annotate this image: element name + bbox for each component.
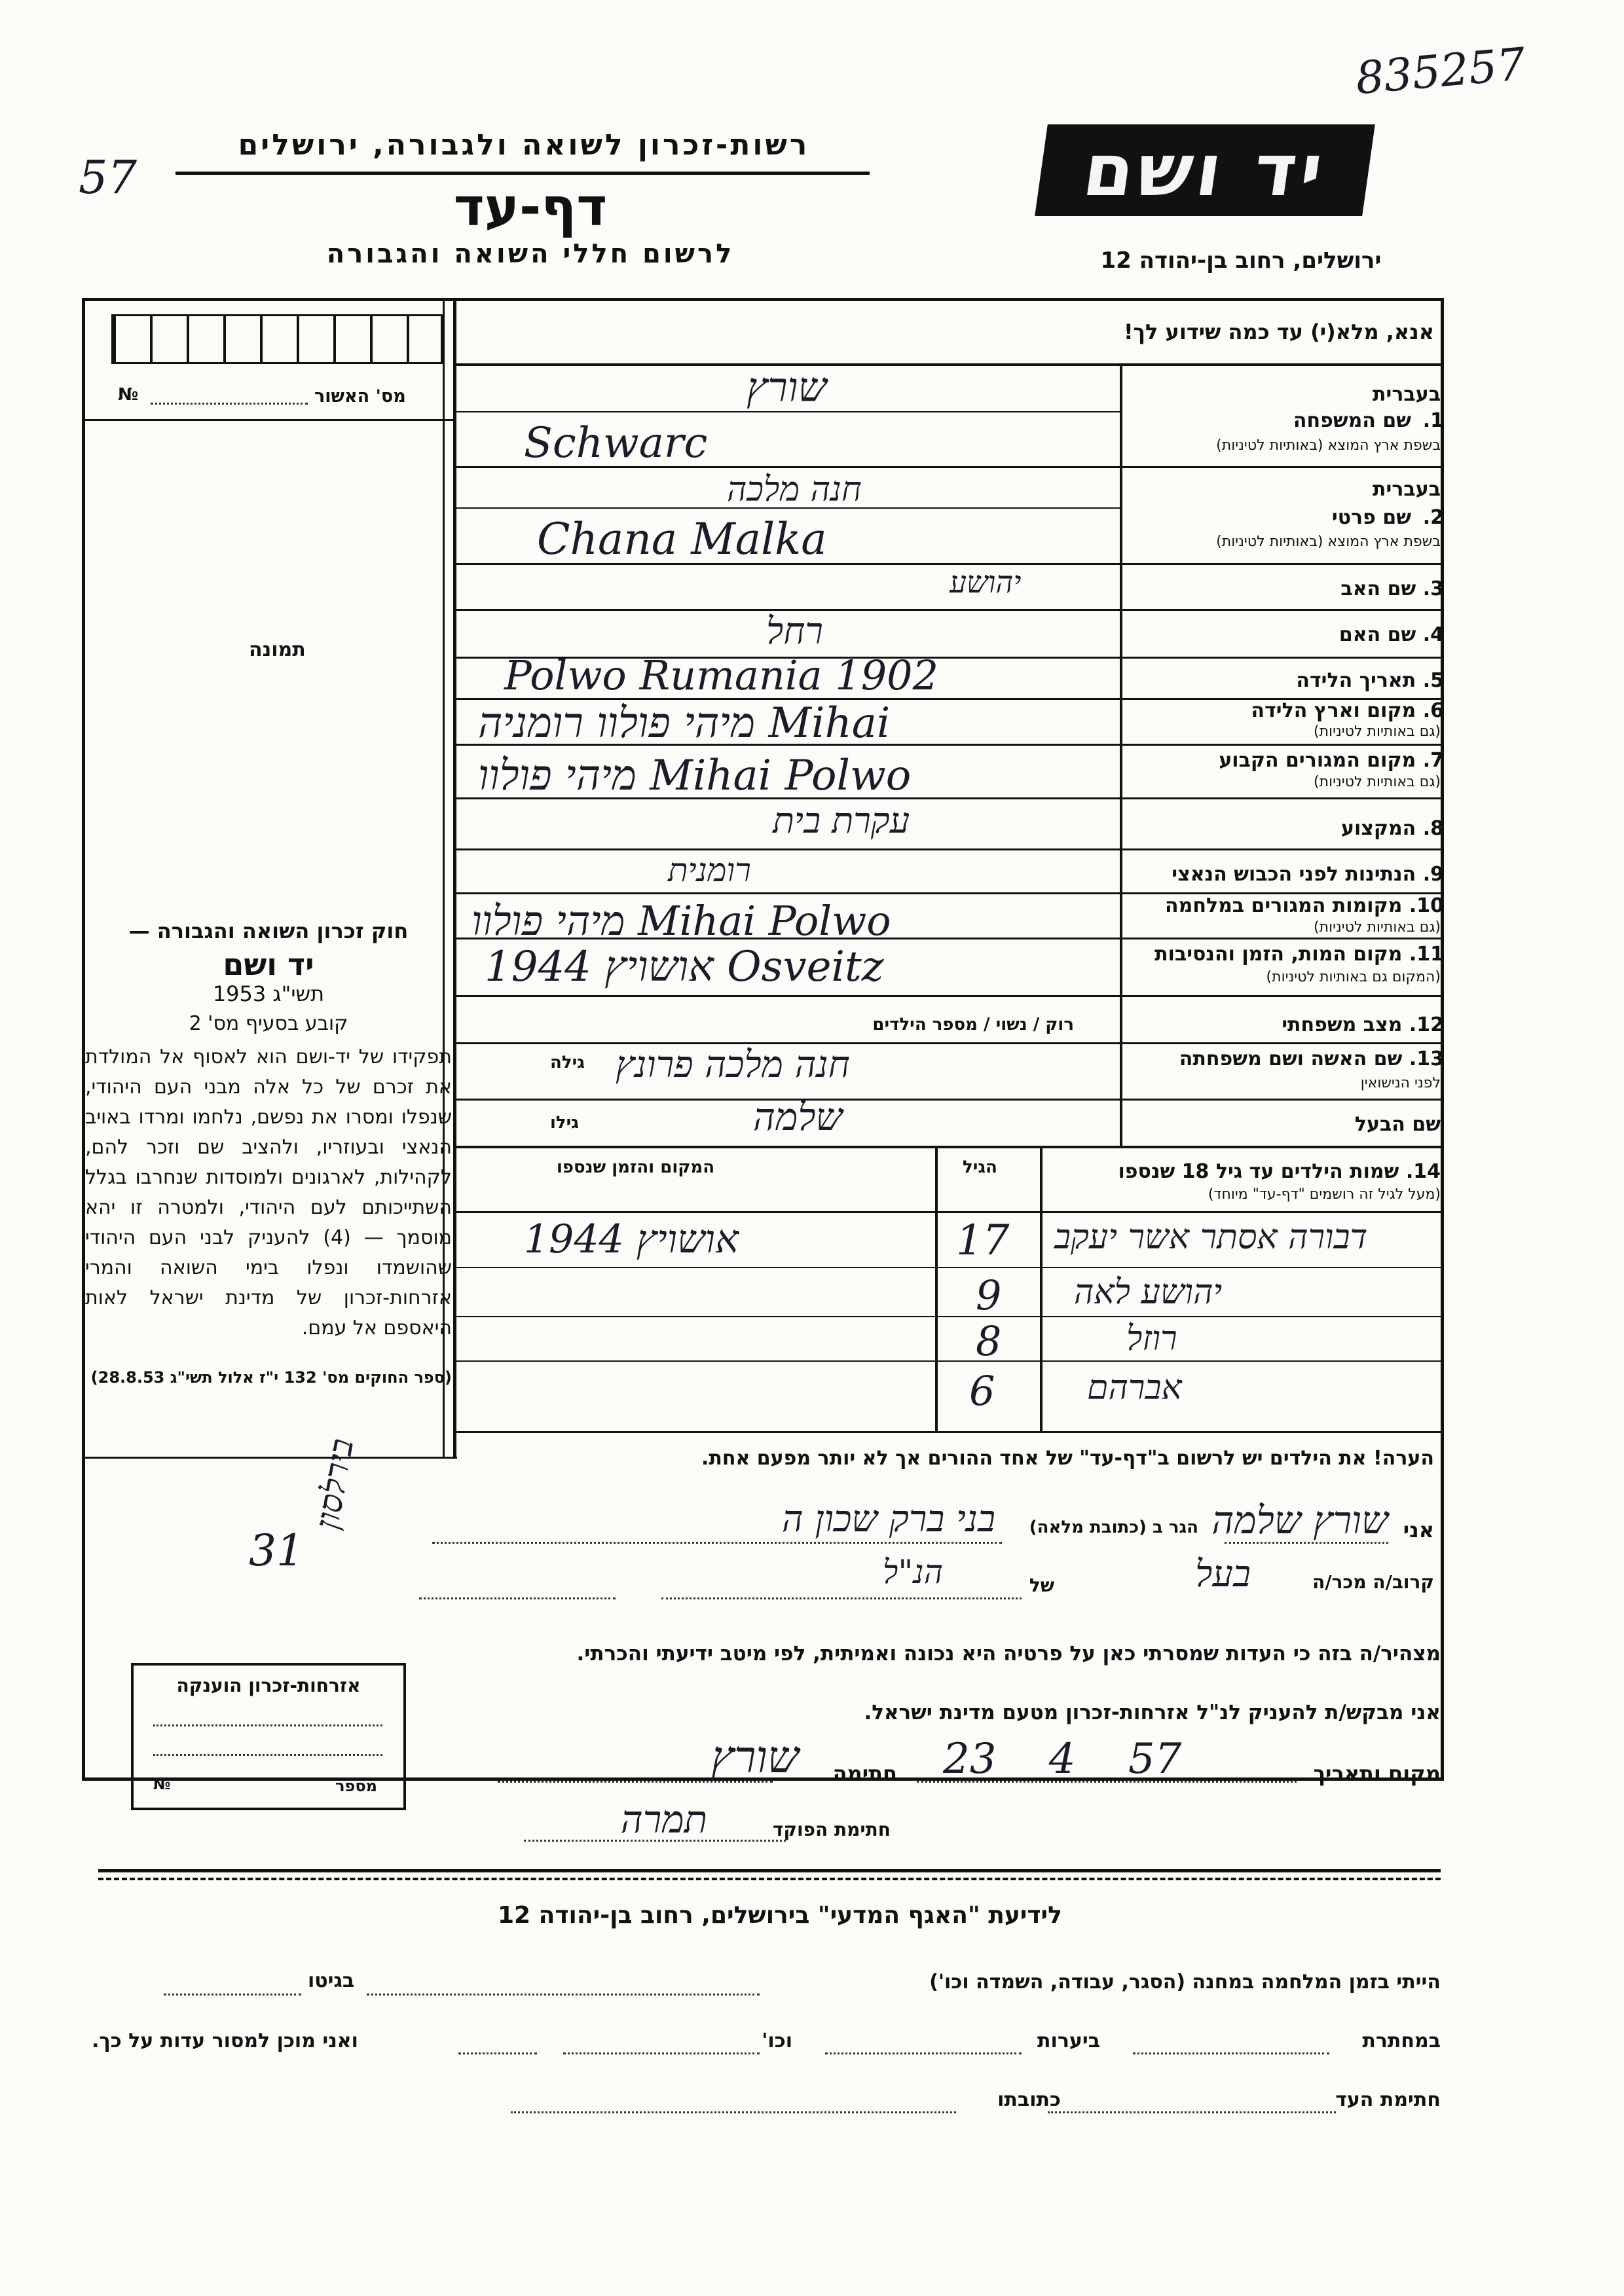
law-source: (ספר החוקים מס' 132 י"ז אלול תשי"ג 28.8.53)	[90, 1368, 452, 1387]
lower-section-rule	[84, 1457, 457, 1459]
row-rule	[456, 848, 1444, 850]
approval-rule	[84, 419, 454, 421]
header-rule	[175, 172, 870, 175]
field-10-note: (גם באותיות לטיניות)	[1314, 919, 1441, 936]
family-name-hebrew: שורץ	[747, 363, 827, 411]
children-divider-1	[1040, 1148, 1043, 1431]
field-13-label: 13. שם האשה ושם משפחתה	[1179, 1048, 1444, 1070]
field-1-number: 1.	[1422, 409, 1444, 432]
children-header-rule	[456, 1211, 1444, 1213]
child-name: דבורה אסתר אשר יעקב	[1054, 1218, 1368, 1257]
officer-signature-label: חתימת הפוקד	[772, 1819, 891, 1840]
declaration-text: מצהיר/ה בזה כי העדות שמסרתי כאן על פרטיה היא נכונה ואמיתית, לפי מיטב ידיעתי והכרתי.	[576, 1642, 1441, 1666]
field-12-label: 12. מצב משפחתי	[1282, 1013, 1444, 1036]
children-row-rule	[456, 1316, 1444, 1317]
footer-forests-field	[825, 2052, 1022, 2054]
field-4-label: 4. שם האם	[1338, 623, 1444, 646]
citizenship-no-mark: №	[153, 1777, 171, 1793]
child-name: רוזל	[1126, 1319, 1177, 1358]
relation-value: בעל	[1195, 1553, 1251, 1595]
declarant-name: שורץ שלמה	[1211, 1498, 1388, 1542]
husband-age-label: גילו	[550, 1113, 579, 1133]
children-bottom-rule	[456, 1431, 1444, 1433]
footer-underground-field	[1133, 2052, 1329, 2054]
side-handwriting: בירלסון	[308, 1435, 361, 1533]
instruction-rule	[456, 363, 1444, 366]
margin-number: 57	[79, 151, 138, 204]
row-rule	[456, 1146, 1444, 1148]
declarant-address-line	[432, 1542, 1002, 1544]
field-6-note: (גם באותיות לטיניות)	[1314, 723, 1441, 740]
family-name-latin: Schwarc	[524, 419, 708, 467]
declaration-date: 23 4 57	[943, 1735, 1182, 1783]
photo-label: תמונה	[249, 638, 306, 661]
first-name-latin: Chana Malka	[537, 514, 827, 564]
law-title: חוק זכרון השואה והגבורה —	[128, 919, 409, 943]
of-line	[419, 1597, 616, 1599]
child-name: אברהם	[1087, 1368, 1182, 1408]
field-2-lang2: בשפת ארץ המוצא (באותיות לטיניות)	[1216, 534, 1441, 550]
field-13-note: לפני הנישואין	[1360, 1075, 1441, 1091]
children-row-rule	[456, 1360, 1444, 1362]
first-name-hebrew: חנה מלכה	[727, 470, 862, 509]
approval-no-mark: №	[118, 385, 139, 405]
footer-etc-field	[563, 2052, 760, 2054]
declarant-name-line	[1225, 1542, 1388, 1544]
left-column-divider	[453, 298, 456, 1457]
field-6-label: 6. מקום וארץ הלידה	[1251, 699, 1444, 722]
field-1-lang1: בעברית	[1373, 383, 1441, 406]
field-5-label: 5. תאריך הלידה	[1296, 669, 1444, 692]
field-7-note: (גם באותיות לטיניות)	[1314, 774, 1441, 790]
footer-ready: ואני מוכן למסור עדות על כך.	[92, 2030, 358, 2052]
officer-signature: תמרה	[620, 1797, 707, 1842]
citizenship-line	[153, 1724, 382, 1726]
footer-forests: ביערות	[1037, 2030, 1100, 2052]
footer-address-field	[511, 2111, 956, 2113]
law-year: תשי"ג 1953	[212, 981, 325, 1006]
field-11-note: (המקום גם באותיות לטיניות)	[1266, 969, 1441, 985]
handwritten-record-number: 835257	[1354, 38, 1528, 105]
children-divider-2	[935, 1148, 938, 1431]
children-place-header: המקום והזמן שנספו	[557, 1157, 715, 1177]
row-rule	[456, 1099, 1444, 1101]
declarant-signature: שורץ	[710, 1732, 799, 1783]
birth-date: Polwo Rumania 1902	[504, 651, 939, 699]
footer-ready-field	[458, 2052, 537, 2054]
place-date-label: מקום ותאריך	[1313, 1761, 1441, 1786]
permanent-residence: Mihai Polwo מיהי פולוו	[478, 752, 912, 800]
children-note: (מעל לגיל זה רושמים "דף-עד" מיוחד)	[1208, 1186, 1441, 1203]
tear-line	[98, 1869, 1441, 1872]
of-value: הנ"ל	[883, 1553, 943, 1591]
field-1-lang2: בשפת ארץ המוצא (באותיות לטיניות)	[1216, 437, 1441, 454]
footer-witness-field	[1048, 2111, 1336, 2113]
law-name: יד ושם	[223, 947, 314, 982]
child-age: 17	[956, 1216, 1010, 1265]
law-text: תפקידו של יד-ושם הוא לאסוף אל המולדת את זכרם של כל אלה מבני העם היהודי, שנפלו ומסרו את נפשם, נלחמו ומרדו באויב הנאצי ובעוזריו, ולהציב שם וזכר להם, לקהילות, לארגונים ולמוסדות שנחרבו בגלל השתייכותם לעם היהודי, ולמטרה זו יהא מוסמך — (4) להעניק לבני העם היהודי שהושמדו ונפלו בימי השואה והמרי אזרחות-זכרון של מדינת ישראל לאות היאספם אל עמם.	[85, 1046, 452, 1339]
relation-line	[661, 1597, 1022, 1599]
citizenship-number-label: מספר	[335, 1777, 377, 1795]
form-subtitle: לרשום חללי השואה והגבורה	[326, 239, 735, 269]
footer-camp-line: הייתי בזמן המלחמה במחנה (הסגר, עבודה, השמדה וכו')	[929, 1971, 1441, 1994]
child-place: אושויץ 1944	[524, 1216, 739, 1262]
birth-place: Mihai מיהי פולוו רומניה	[478, 699, 891, 748]
relative-label: קרוב/ה מכר/ה	[1312, 1571, 1434, 1593]
signature-label: חתימה	[832, 1761, 897, 1786]
nationality: רומנית	[668, 851, 751, 889]
wartime-residence: Mihai Polwo מיהי פולוו	[471, 897, 891, 945]
citizenship-box-title: אזרחות-זכרון הוענקה	[176, 1675, 361, 1696]
mother-name: רחל	[766, 610, 823, 653]
field-1-label: שם המשפחה	[1293, 409, 1411, 432]
footer-ghetto: בגיטו	[308, 1969, 355, 1992]
declarant-i-label: אני	[1403, 1518, 1434, 1542]
footer-witness-sign: חתימת העד	[1335, 2088, 1441, 2111]
declarant-address: בני ברק שכון ה	[781, 1498, 995, 1540]
approval-number-label: מס' האשור	[314, 386, 406, 407]
approval-number-field	[151, 403, 308, 405]
field-11-label: 11. מקום המות, הזמן והנסיבות	[1154, 943, 1444, 966]
husband-name: שלמה	[753, 1095, 843, 1139]
father-name: יהושע	[950, 564, 1022, 600]
row-rule	[456, 1042, 1444, 1044]
children-row-rule	[456, 1267, 1444, 1268]
authority-name: רשות-זכרון לשואה ולגבורה, ירושלים	[238, 128, 810, 162]
child-name: יהושע לאה	[1074, 1273, 1223, 1312]
page-title: דף-עד	[453, 177, 608, 238]
officer-signature-line	[524, 1840, 786, 1842]
resides-label: הגר ב (כתובת מלאה)	[1029, 1518, 1198, 1537]
law-section: קובע בסעיף מס' 2	[189, 1012, 348, 1035]
wife-name: חנה מלכה פרונץ	[616, 1044, 850, 1086]
field-9-label: 9. הנתינות לפני הכבוש הנאצי	[1172, 863, 1444, 886]
signature-line	[498, 1781, 773, 1783]
field-3-label: 3. שם האב	[1340, 577, 1444, 600]
occupation: עקרת בית	[773, 800, 910, 841]
wife-age-label: גילה	[550, 1053, 585, 1072]
citizenship-line	[153, 1754, 382, 1756]
of-label: של	[1029, 1575, 1054, 1596]
footer-underground: במחתרת	[1362, 2030, 1441, 2052]
barcode-marks	[111, 314, 443, 364]
field-8-label: 8. המקצוע	[1340, 817, 1444, 840]
footer-camp-field	[367, 1994, 760, 1995]
row-rule	[456, 609, 1444, 611]
death-place-date: Osveitz אושויץ 1944	[485, 943, 884, 991]
instruction-text: אנא, מלא(י) עד כמה שידוע לך!	[1123, 319, 1434, 344]
yad-vashem-logo: יד ושם	[1035, 124, 1375, 216]
field-10-label: 10. מקומות המגורים במלחמה	[1165, 894, 1444, 917]
footer-ghetto-field	[164, 1994, 301, 1995]
field-2-number: 2.	[1422, 506, 1444, 529]
yad-vashem-address: ירושלים, רחוב בן-יהודה 12	[1100, 247, 1382, 274]
date-line	[917, 1781, 1297, 1783]
field-7-label: 7. מקום המגורים הקבוע	[1219, 749, 1444, 772]
field-2-label: שם פרטי	[1331, 506, 1411, 529]
child-age: 8	[976, 1317, 1002, 1365]
row-rule	[456, 995, 1444, 997]
side-number: 31	[249, 1525, 304, 1576]
husband-label: שם הבעל	[1354, 1113, 1441, 1136]
children-note-text: הערה! את הילדים יש לרשום ב"דף-עד" של אחד ההורים אך לא יותר מפעם אחת.	[701, 1447, 1434, 1470]
child-age: 6	[969, 1367, 995, 1415]
marital-options: רוק / נשוי / מספר הילדים	[872, 1015, 1074, 1034]
citizenship-box	[131, 1663, 406, 1810]
footer-address: כתובתו	[997, 2088, 1061, 2111]
label-column-divider	[1120, 363, 1122, 1146]
children-label: 14. שמות הילדים עד גיל 18 שנספו	[1118, 1160, 1441, 1183]
request-text: אני מבקש/ת להעניק לנ"ל אזרחות-זכרון מטעם מדינת ישראל.	[864, 1701, 1441, 1724]
tear-line-dots	[98, 1878, 1441, 1880]
child-age: 9	[976, 1271, 1002, 1319]
footer-etc: וכו'	[762, 2030, 792, 2052]
children-age-header: הגיל	[963, 1157, 997, 1177]
footer-title: לידיעת "האגף המדעי" בירושלים, רחוב בן-יהודה 12	[498, 1902, 1062, 1929]
field-2-lang1: בעברית	[1373, 478, 1441, 501]
law-block	[85, 917, 452, 1393]
